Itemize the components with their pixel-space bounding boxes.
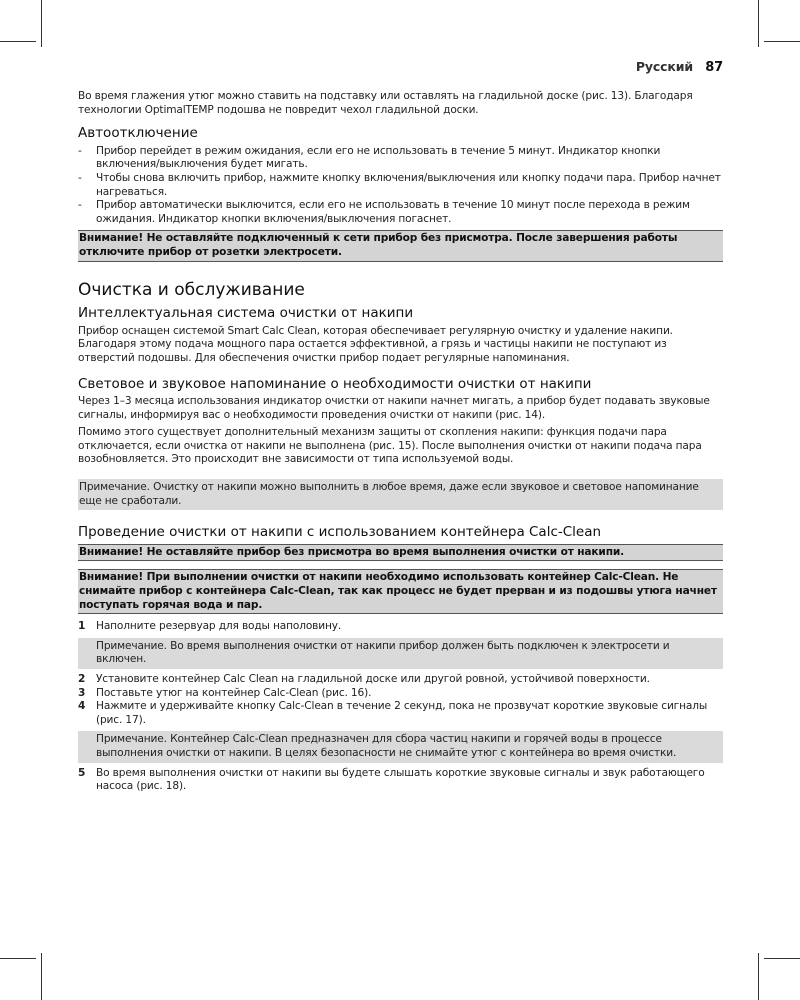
smart-paragraph: Прибор оснащен системой Smart Calc Clean, которая обеспечивает регулярную очистку и удаление накипи. Благодаря этому подача мощного пара остается эффективной, а грязь и частицы накипи не поступают из отверстий подошвы. Для обеспечения очистки прибор подает регулярные напоминания. — [78, 324, 673, 364]
step-number: 4 — [78, 700, 86, 713]
procedure-warning-2: Внимание! При выполнении очистки от накипи необходимо использовать контейнер Calc-Clean. Не снимайте прибор с контейнера Calc-Clean, так как процесс не будет прерван и из подошвы утюга начнет поступать горячая вода и пар. — [78, 569, 723, 614]
procedure-warning-1: Внимание! Не оставляйте прибор без присмотра во время выполнения очистки от накипи. — [78, 544, 723, 562]
page-number: 87 — [705, 60, 723, 75]
list-item: - Прибор автоматически выключится, если его не использовать в течение 10 минут после перехода в режим ожидания. Индикатор кнопки включения/выключения погаснет. — [78, 199, 723, 226]
autooff-heading: Автоотключение — [78, 125, 198, 142]
crop-mark — [41, 0, 42, 47]
step-item — [78, 673, 723, 687]
step-number: 1 — [78, 620, 86, 633]
step-item — [78, 620, 723, 669]
autooff-warning: Внимание! Не оставляйте подключенный к сети прибор без присмотра. После завершения работы отключите прибор от розетки электросети. — [78, 230, 723, 261]
crop-mark — [758, 953, 759, 1000]
step-item — [78, 700, 723, 762]
crop-mark — [0, 41, 36, 42]
list-item: - Чтобы снова включить прибор, нажмите кнопку включения/выключения или кнопку подачи пара. Прибор начнет нагреваться. — [78, 172, 723, 199]
crop-mark — [764, 958, 800, 959]
reminder-heading: Световое и звуковое напоминание о необходимости очистки от накипи — [78, 375, 592, 392]
language-label: Русский — [635, 59, 693, 74]
step-item — [78, 767, 723, 794]
step-number: 3 — [78, 686, 86, 699]
step-text: Поставьте утюг на контейнер Calc-Clean (рис. 16). — [96, 686, 372, 699]
step-text: Наполните резервуар для воды наполовину. — [96, 620, 342, 633]
reminder-note: Примечание. Очистку от накипи можно выполнить в любое время, даже если звуковое и световое напоминание еще не сработали. — [78, 479, 723, 510]
autooff-list — [78, 145, 723, 227]
crop-mark — [0, 958, 36, 959]
reminder-paragraph-2: Помимо этого существует дополнительный механизм защиты от скопления накипи: функция подачи пара отключается, если очистка от накипи не выполнена (рис. 15). После выполнения очистки от накипи подача пара возобновляется. Это происходит вне зависимости от типа используемой воды. — [78, 426, 702, 466]
page-content — [78, 60, 723, 794]
step-item — [78, 687, 723, 701]
list-item: - Прибор перейдет в режим ожидания, если его не использовать в течение 5 минут. Индикатор кнопки включения/выключения будет мигать. — [78, 145, 723, 172]
crop-mark — [758, 0, 759, 47]
step-note: Примечание. Контейнер Calc-Clean предназначен для сбора частиц накипи и горячей воды в процессе выполнения очистки от накипи. В целях безопасности не снимайте утюг с контейнера во время очистки. — [78, 731, 723, 762]
crop-mark — [764, 41, 800, 42]
procedure-heading: Проведение очистки от накипи с использованием контейнера Calc-Clean — [78, 524, 602, 541]
intro-paragraph: Во время глажения утюг можно ставить на подставку или оставлять на гладильной доске (рис. 13). Благодаря технологии OptimalTEMP подошва не повредит чехол гладильной доски. — [78, 90, 693, 116]
cleaning-heading: Очистка и обслуживание — [78, 279, 305, 300]
procedure-steps — [78, 620, 723, 794]
reminder-paragraph-1: Через 1–3 месяца использования индикатор очистки от накипи начнет мигать, а прибор будет подавать звуковые сигналы, информируя вас о необходимости проведения очистки от накипи (рис. 14). — [78, 395, 710, 421]
smart-heading: Интеллектуальная система очистки от накипи — [78, 305, 414, 322]
step-number: 2 — [78, 673, 86, 685]
step-number: 5 — [78, 766, 86, 779]
step-text: Нажмите и удерживайте кнопку Calc-Clean в течение 2 секунд, пока не прозвучат короткие звуковые сигналы (рис. 17). — [96, 700, 708, 726]
step-text: Установите контейнер Calc Clean на гладильной доске или другой ровной, устойчивой поверхности. — [96, 673, 650, 685]
page-header — [78, 60, 723, 80]
crop-mark — [41, 953, 42, 1000]
step-text: Во время выполнения очистки от накипи вы будете слышать короткие звуковые сигналы и звук работающего насоса (рис. 18). — [96, 766, 705, 793]
step-note: Примечание. Во время выполнения очистки от накипи прибор должен быть подключен к электросети и включен. — [78, 638, 723, 669]
